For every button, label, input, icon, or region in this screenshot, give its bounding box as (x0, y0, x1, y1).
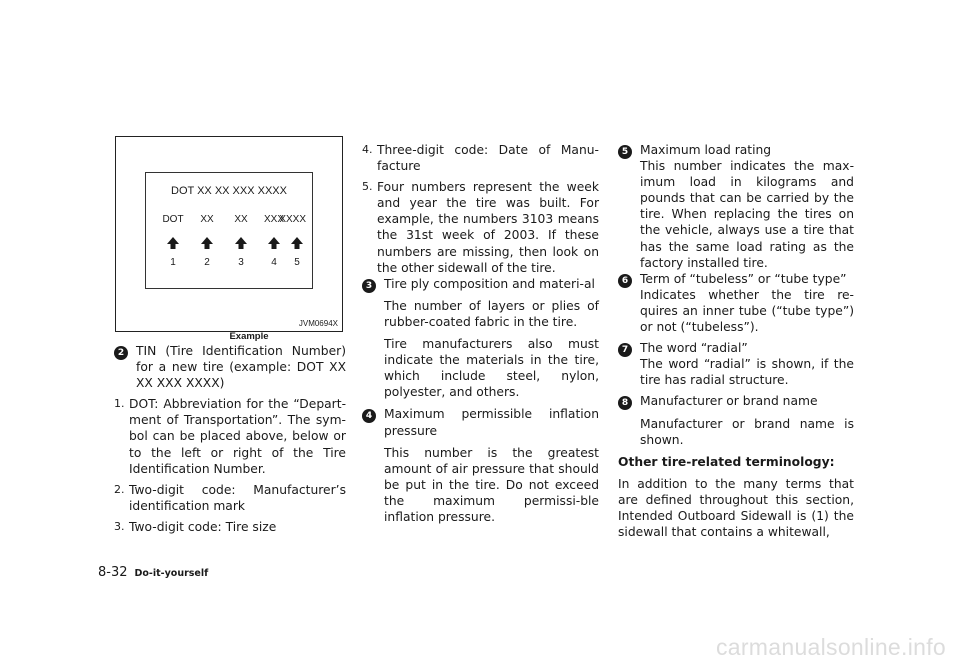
item-2-tin (114, 343, 346, 391)
circled-number-8-icon: 8 (618, 393, 632, 410)
item-7-heading: The word “radial” (640, 341, 748, 356)
list-item-1 (114, 396, 346, 476)
list-item-2 (114, 482, 346, 514)
label-dot: DOT (162, 214, 184, 225)
arrow-up-icon-5 (291, 237, 303, 249)
item-2-text: TIN (Tire Identification Number) for a new tire (example: DOT XX XX XXX XXXX) (136, 344, 346, 391)
figure-caption: Example (229, 331, 269, 342)
section-title: Do-it-yourself (134, 568, 209, 579)
item-4-inflation-pressure (362, 406, 599, 525)
item-3-body-2: Tire manufacturers also must indicate the materials in the tire, which include steel, nylon, polyester, and others. (384, 337, 599, 400)
list-text: Three-digit code: Date of Manu-facture (377, 143, 599, 174)
tire-code-figure (115, 136, 343, 332)
number-4: 4 (271, 257, 277, 268)
list-text: Two-digit code: Tire size (129, 519, 277, 534)
label-xx-1: XX (200, 214, 214, 225)
arrow-up-icon-3 (235, 237, 247, 249)
column-3 (618, 142, 854, 540)
circled-number-6-icon: 6 (618, 271, 632, 288)
page-number: 8-32 (98, 565, 128, 580)
other-terminology-heading: Other tire-related terminology: (618, 454, 835, 469)
item-8-body: Manufacturer or brand name is shown. (640, 416, 854, 447)
item-8-brand (618, 393, 854, 447)
item-4-body: This number is the greatest amount of air pressure that should be put in the tire. Do not exceed the maximum permissi-ble inflation pressure. (384, 445, 599, 524)
figure-inner-frame (145, 172, 313, 289)
item-7-body: The word “radial” is shown, if the tire has radial structure. (640, 357, 854, 388)
other-terminology-body: In addition to the many terms that are defined throughout this section, Intended Outboard Sidewall is (1) the sidewall that contains a whitewall, (618, 476, 854, 540)
page-footer (98, 561, 208, 580)
circled-number-4-icon: 4 (362, 406, 376, 423)
number-1: 1 (170, 257, 176, 268)
item-7-radial (618, 340, 854, 388)
label-xx-2: XX (234, 214, 248, 225)
item-3-body-1: The number of layers or plies of rubber-coated fabric in the tire. (384, 298, 599, 329)
item-6-heading: Term of “tubeless” or “tube type” (640, 271, 847, 286)
column-1 (114, 343, 346, 535)
list-number: 1. (114, 397, 125, 411)
label-xxxx: XXXX (279, 214, 306, 225)
watermark: carmanualsonline.info (715, 634, 946, 660)
tire-code-diagram (146, 173, 312, 288)
list-number: 3. (114, 519, 125, 533)
item-5-body: This number indicates the max-imum load in kilograms and pounds that can be carried by the tire. When replacing the tires on the vehicle, always use a tire that has the same load rating as the factory installed tire. (640, 159, 854, 270)
list-number: 4. (362, 143, 373, 156)
number-2: 2 (204, 257, 210, 268)
list-text: Four numbers represent the week and year the tire was built. For example, the numbers 3103 means the 31st week of 2003. If these numbers are missing, then look on the other sidewall of the tire. (377, 180, 599, 275)
item-6-tubeless (618, 271, 854, 335)
item-5-heading: Maximum load rating (640, 143, 772, 157)
item-4-heading: Maximum permissible inflation pressure (384, 407, 599, 438)
list-item-5 (362, 179, 599, 276)
arrow-up-icon-1 (167, 237, 179, 249)
circled-number-2-icon: 2 (114, 343, 128, 360)
item-8-heading: Manufacturer or brand name (640, 394, 818, 409)
list-item-3 (114, 519, 346, 535)
figure-id: JVM0694X (298, 319, 338, 328)
item-3-ply-composition (362, 276, 599, 401)
arrow-up-icon-2 (201, 237, 213, 249)
label-xxx: XXX (263, 214, 285, 225)
item-6-body: Indicates whether the tire re-quires an inner tube (“tube type”) or not (“tubeless”). (640, 287, 854, 335)
number-3: 3 (238, 257, 244, 268)
column-2 (362, 142, 599, 525)
number-5: 5 (294, 257, 300, 268)
item-5-load-rating (618, 142, 854, 271)
list-text: DOT: Abbreviation for the “Depart-ment of Transportation”. The sym-bol can be placed above, below or to the left or right of the Tire Identification Number. (129, 397, 346, 476)
full-code-text: DOT XX XX XXX XXXX (171, 185, 287, 197)
item-3-heading: Tire ply composition and materi-al (384, 276, 595, 291)
list-number: 5. (362, 180, 373, 194)
circled-number-3-icon: 3 (362, 276, 376, 293)
list-number: 2. (114, 482, 125, 496)
list-text: Two-digit code: Manufacturer’s identification mark (129, 482, 346, 513)
arrow-up-icon-4 (268, 237, 280, 249)
list-item-4 (362, 142, 599, 174)
circled-number-7-icon: 7 (618, 340, 632, 357)
circled-number-5-icon: 5 (618, 142, 632, 159)
